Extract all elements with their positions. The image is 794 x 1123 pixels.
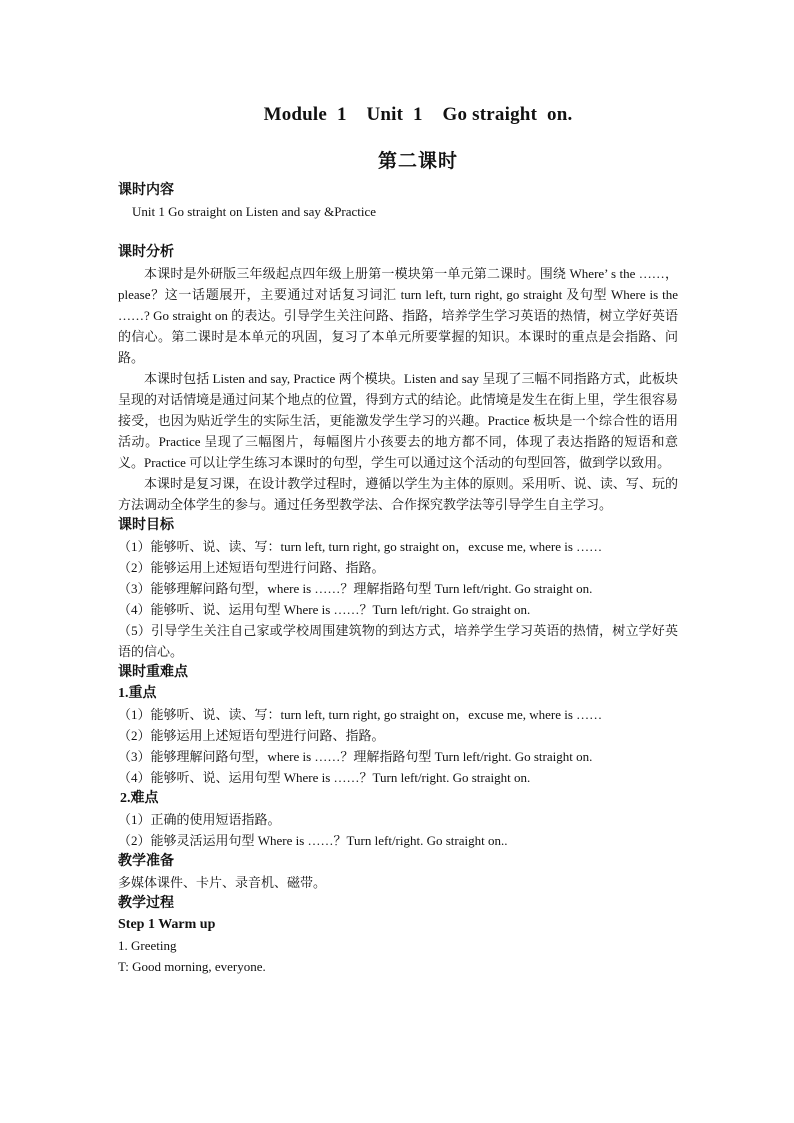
document-body	[118, 180, 678, 977]
section-heading-content: 课时内容	[118, 183, 174, 198]
keypoint-item: （3）能够理解问路句型，where is ……？理解指路句型 Turn left/right. Go straight on.	[118, 749, 593, 764]
section-heading-analysis: 课时分析	[118, 245, 174, 260]
keypoint-item: （4）能够听、说、运用句型 Where is ……？Turn left/right. Go straight on.	[118, 770, 531, 785]
difficulty-item: （2）能够灵活运用句型 Where is ……？Turn left/right. Go straight on..	[118, 833, 508, 848]
objective-item: （5）引导学生关注自己家或学校周围建筑物的到达方式，培养学生学习英语的热情，树立学好英语的信心。	[118, 623, 678, 659]
analysis-paragraph: 本课时是外研版三年级起点四年级上册第一模块第一单元第二课时。围绕 Where’ s the ……，please？这一话题展开，主要通过对话复习词汇 turn left, turn right, go straight 及句型 Where is the ……? Go straight on 的表达。引导学生关注问路、指路，培养学生学习英语的热情，树立学好英语的信心。第二课时是本单元的巩固，复习了本单元所要掌握的知识。本课时的重点是会指路、问路。	[118, 266, 678, 365]
page-subtitle: 第二课时	[377, 151, 458, 172]
content-text: Unit 1 Go straight on Listen and say &Practice	[132, 204, 377, 219]
section-heading-prep: 教学准备	[118, 854, 174, 869]
keypoint-item: （1）能够听、说、读、写：turn left, turn right, go straight on，excuse me, where is ……	[118, 707, 603, 722]
keypoints-subheading: 1.重点	[118, 686, 157, 701]
page-title: Module 1 Unit 1 Go straight on.	[263, 104, 573, 125]
section-heading-keypoints: 课时重难点	[118, 665, 188, 680]
process-line: 1. Greeting	[118, 938, 177, 953]
objective-item: （1）能够听、说、读、写：turn left, turn right, go straight on，excuse me, where is ……	[118, 539, 603, 554]
objective-item: （3）能够理解问路句型，where is ……？理解指路句型 Turn left/right. Go straight on.	[118, 581, 593, 596]
section-heading-process: 教学过程	[118, 896, 174, 911]
difficulty-item: （1）正确的使用短语指路。	[118, 812, 281, 827]
analysis-paragraph: 本课时包括 Listen and say, Practice 两个模块。Listen and say 呈现了三幅不同指路方式，此板块呈现的对话情境是通过问某个地点的位置，得到方式的结论。此情境是发生在街上里，学生很容易接受，也因为贴近学生的实际生活，更能激发学生学习的兴趣。Practice 板块是一个综合性的语用活动。Practice 呈现了三幅图片，每幅图片小孩要去的地方都不同，体现了表达指路的短语和意义。Practice 可以让学生练习本课时的句型，学生可以通过这个活动的句型回答，做到学以致用。	[118, 371, 678, 470]
difficulties-subheading: 2.难点	[120, 791, 159, 806]
objective-item: （4）能够听、说、运用句型 Where is ……？Turn left/right. Go straight on.	[118, 602, 531, 617]
section-heading-objectives: 课时目标	[118, 518, 174, 533]
objective-item: （2）能够运用上述短语句型进行问路、指路。	[118, 560, 385, 575]
process-line: T: Good morning, everyone.	[118, 959, 266, 974]
keypoint-item: （2）能够运用上述短语句型进行问路、指路。	[118, 728, 385, 743]
prep-text: 多媒体课件、卡片、录音机、磁带。	[118, 875, 327, 890]
step-heading: Step 1 Warm up	[118, 917, 216, 932]
analysis-paragraph: 本课时是复习课，在设计教学过程时，遵循以学生为主体的原则。采用听、说、读、写、玩的方法调动全体学生的参与。通过任务型教学法、合作探究教学法等引导学生自主学习。	[118, 476, 678, 512]
